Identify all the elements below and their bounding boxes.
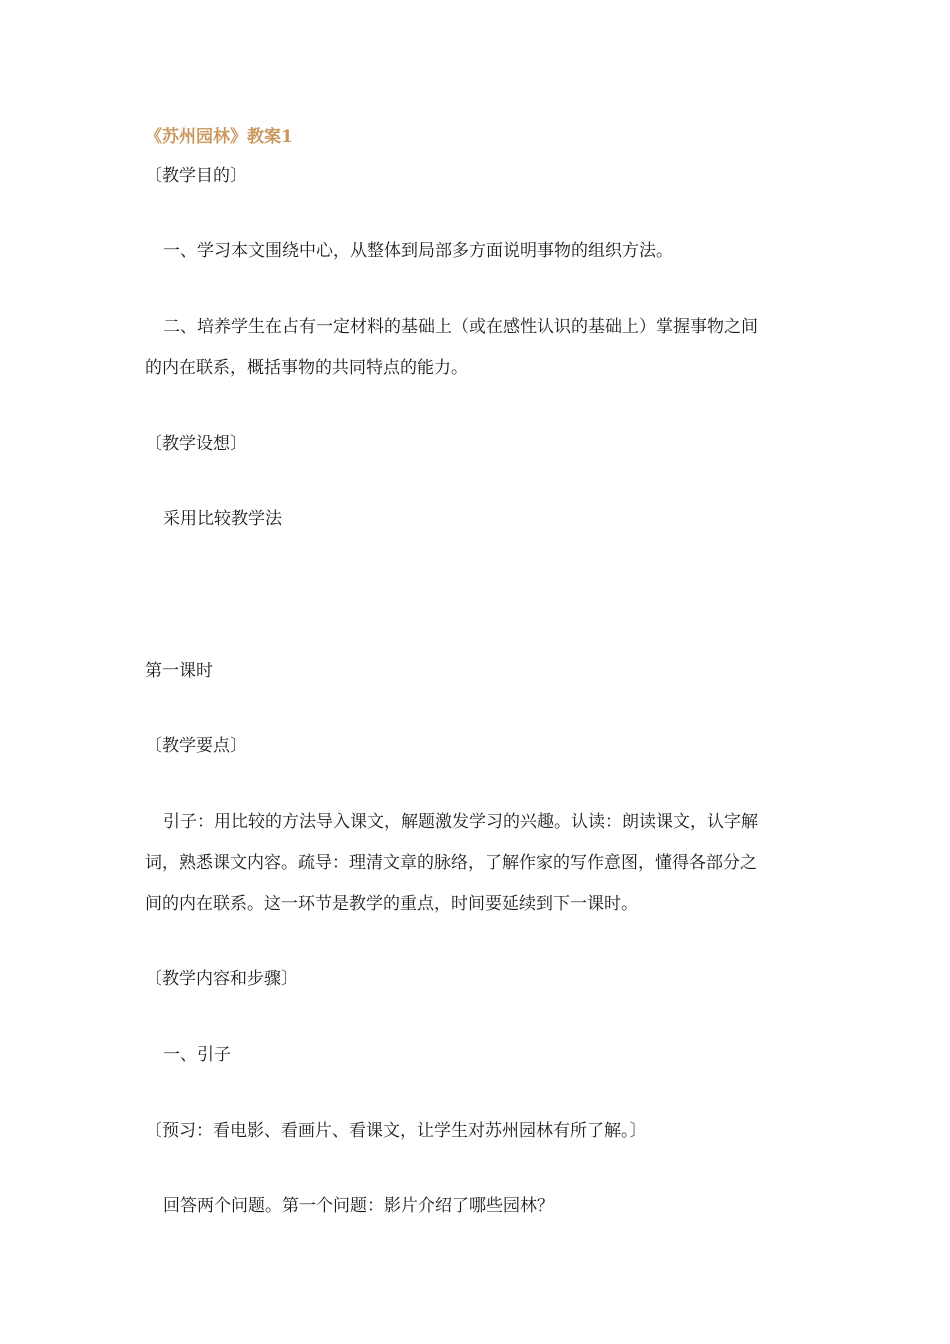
paragraph-step-intro: 一、引子 bbox=[163, 1045, 231, 1065]
paragraph-preview-note: 〔预习：看电影、看画片、看课文，让学生对苏州园林有所了解。〕 bbox=[145, 1121, 647, 1141]
section-heading-teaching-goals: 〔教学目的〕 bbox=[145, 166, 247, 186]
paragraph-goal-2-line-1: 二、培养学生在占有一定材料的基础上（或在感性认识的基础上）掌握事物之间 bbox=[163, 317, 758, 337]
section-heading-content-steps: 〔教学内容和步骤〕 bbox=[145, 969, 298, 989]
lesson-heading-first-period: 第一课时 bbox=[145, 661, 213, 681]
paragraph-key-points-line-2: 词，熟悉课文内容。疏导：理清文章的脉络，了解作家的写作意图，懂得各部分之 bbox=[145, 853, 757, 873]
section-heading-teaching-design: 〔教学设想〕 bbox=[145, 434, 247, 454]
document-title: 《苏州园林》教案1 bbox=[145, 127, 293, 147]
paragraph-key-points-line-3: 间的内在联系。这一环节是教学的重点，时间要延续到下一课时。 bbox=[145, 894, 638, 914]
paragraph-goal-2-line-2: 的内在联系，概括事物的共同特点的能力。 bbox=[145, 358, 468, 378]
section-heading-key-points: 〔教学要点〕 bbox=[145, 736, 247, 756]
paragraph-question: 回答两个问题。第一个问题：影片介绍了哪些园林？ bbox=[163, 1196, 554, 1216]
paragraph-key-points-line-1: 引子：用比较的方法导入课文，解题激发学习的兴趣。认读：朗读课文，认字解 bbox=[163, 812, 758, 832]
paragraph-method: 采用比较教学法 bbox=[163, 509, 282, 529]
paragraph-goal-1: 一、学习本文围绕中心，从整体到局部多方面说明事物的组织方法。 bbox=[163, 241, 673, 261]
